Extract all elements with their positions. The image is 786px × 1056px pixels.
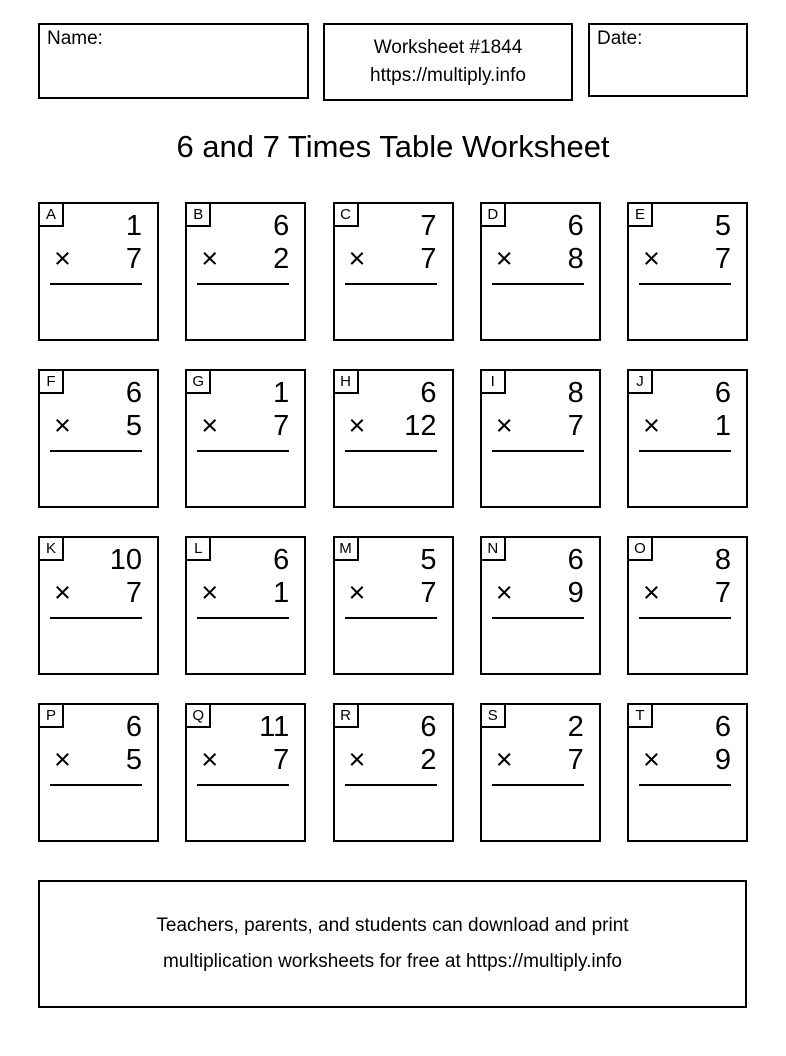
problem-cell <box>38 202 159 341</box>
multiplicand: 1 <box>125 210 142 242</box>
date-field-box <box>588 23 748 97</box>
name-field-box <box>38 23 309 99</box>
multiplier: 5 <box>125 410 142 442</box>
multiplicand: 6 <box>125 377 142 409</box>
multiplier-row <box>629 577 746 610</box>
multiplication-icon: × <box>54 577 71 609</box>
multiplicand: 6 <box>714 377 731 409</box>
problem-cell <box>627 369 748 508</box>
multiplicand: 6 <box>567 210 584 242</box>
problem-letter-badge: J <box>629 371 653 394</box>
problem-letter-badge: G <box>187 371 211 394</box>
problem-letter-badge: P <box>40 705 64 728</box>
answer-space <box>187 786 304 834</box>
multiplier-row <box>187 410 304 443</box>
problem-cell <box>333 369 454 508</box>
multiplicand: 5 <box>714 210 731 242</box>
multiplication-icon: × <box>54 243 71 275</box>
problem-letter-badge: O <box>629 538 653 561</box>
problem-cell <box>480 536 601 675</box>
page-title: 6 and 7 Times Table Worksheet <box>176 129 610 164</box>
footer-line-2: multiplication worksheets for free at https://multiply.info <box>162 951 622 972</box>
multiplier: 1 <box>714 410 731 442</box>
problem-cell <box>480 202 601 341</box>
multiplication-icon: × <box>201 577 219 609</box>
multiplier-row <box>40 744 157 777</box>
multiplier-row <box>40 410 157 443</box>
multiplication-icon: × <box>495 243 513 275</box>
multiplier: 7 <box>567 410 584 442</box>
answer-space <box>187 619 304 667</box>
multiplier: 5 <box>125 744 142 776</box>
problem-cell <box>333 536 454 675</box>
multiplicand: 6 <box>273 210 290 242</box>
multiplicand: 7 <box>420 210 437 242</box>
multiplier-row <box>335 243 452 276</box>
multiplier: 2 <box>273 243 290 275</box>
problem-letter-badge: N <box>482 538 506 561</box>
multiplication-icon: × <box>495 744 513 776</box>
multiplication-icon: × <box>643 243 660 275</box>
multiplier-row <box>187 243 304 276</box>
multiplicand: 8 <box>567 377 584 409</box>
multiplier: 7 <box>420 577 437 609</box>
answer-space <box>629 786 746 834</box>
answer-space <box>482 619 599 667</box>
multiplication-icon: × <box>201 410 219 442</box>
multiplicand: 8 <box>714 544 731 576</box>
date-label: Date: <box>597 28 643 49</box>
multiplier: 1 <box>273 577 290 609</box>
worksheet-info-box <box>323 23 573 101</box>
problem-letter-badge: M <box>335 538 359 561</box>
problem-cell <box>627 703 748 842</box>
multiplier: 9 <box>567 577 584 609</box>
problem-cell <box>333 202 454 341</box>
answer-space <box>335 285 452 333</box>
problem-letter-badge: E <box>629 204 653 227</box>
answer-space <box>335 452 452 500</box>
multiplier-row <box>482 577 599 610</box>
multiplication-icon: × <box>54 744 71 776</box>
multiplicand: 6 <box>714 711 731 743</box>
problem-letter-badge: T <box>629 705 653 728</box>
answer-space <box>335 786 452 834</box>
multiplier-row <box>629 243 746 276</box>
multiplicand: 10 <box>109 544 142 576</box>
multiplier: 7 <box>125 243 142 275</box>
multiplier: 7 <box>567 744 584 776</box>
problem-letter-badge: F <box>40 371 64 394</box>
multiplicand: 6 <box>273 544 290 576</box>
multiplication-icon: × <box>643 744 660 776</box>
multiplicand: 11 <box>259 711 290 743</box>
answer-space <box>629 285 746 333</box>
multiplier: 9 <box>714 744 731 776</box>
multiplicand: 6 <box>125 711 142 743</box>
multiplicand: 2 <box>567 711 584 743</box>
problem-letter-badge: L <box>187 538 211 561</box>
problems-grid <box>38 202 748 842</box>
footer-box <box>38 880 747 1008</box>
multiplier: 7 <box>420 243 437 275</box>
problem-cell <box>38 703 159 842</box>
multiplication-icon: × <box>54 410 71 442</box>
multiplication-icon: × <box>495 577 513 609</box>
multiplier-row <box>482 243 599 276</box>
worksheet-number: Worksheet #1844 <box>373 37 523 58</box>
footer-line-1: Teachers, parents, and students can download and print <box>156 915 629 936</box>
multiplier: 8 <box>567 243 584 275</box>
multiplication-icon: × <box>348 744 366 776</box>
problem-letter-badge: D <box>482 204 506 227</box>
problem-letter-badge: K <box>40 538 64 561</box>
multiplier-row <box>187 744 304 777</box>
answer-space <box>187 285 304 333</box>
multiplication-icon: × <box>201 744 219 776</box>
multiplier: 12 <box>404 410 437 442</box>
problem-cell <box>185 536 306 675</box>
problem-letter-badge: B <box>187 204 211 227</box>
problem-cell <box>185 202 306 341</box>
multiplier-row <box>482 410 599 443</box>
problem-letter-badge: A <box>40 204 64 227</box>
problem-letter-badge: I <box>482 371 506 394</box>
problem-cell <box>38 536 159 675</box>
multiplicand: 1 <box>273 377 290 409</box>
problem-letter-badge: R <box>335 705 359 728</box>
multiplier-row <box>187 577 304 610</box>
problem-letter-badge: Q <box>187 705 211 728</box>
problem-cell <box>333 703 454 842</box>
multiplier-row <box>40 243 157 276</box>
name-label: Name: <box>47 28 103 49</box>
problem-cell <box>627 202 748 341</box>
answer-space <box>482 452 599 500</box>
multiplication-icon: × <box>643 577 660 609</box>
answer-space <box>40 786 157 834</box>
answer-space <box>40 452 157 500</box>
problem-cell <box>38 369 159 508</box>
multiplication-icon: × <box>348 243 366 275</box>
multiplier-row <box>629 410 746 443</box>
multiplicand: 5 <box>420 544 437 576</box>
problem-cell <box>185 369 306 508</box>
problem-letter-badge: S <box>482 705 506 728</box>
worksheet-url: https://multiply.info <box>370 65 526 86</box>
answer-space <box>482 786 599 834</box>
answer-space <box>629 452 746 500</box>
multiplier: 7 <box>714 577 731 609</box>
answer-space <box>629 619 746 667</box>
multiplier-row <box>629 744 746 777</box>
problem-letter-badge: C <box>335 204 359 227</box>
multiplication-icon: × <box>495 410 513 442</box>
multiplier: 2 <box>420 744 437 776</box>
multiplier: 7 <box>273 410 290 442</box>
problem-cell <box>480 703 601 842</box>
problem-letter-badge: H <box>335 371 359 394</box>
multiplier: 7 <box>125 577 142 609</box>
answer-space <box>335 619 452 667</box>
multiplicand: 6 <box>420 377 437 409</box>
multiplier-row <box>335 410 452 443</box>
answer-space <box>40 619 157 667</box>
multiplier-row <box>335 744 452 777</box>
multiplier-row <box>482 744 599 777</box>
multiplicand: 6 <box>420 711 437 743</box>
answer-space <box>40 285 157 333</box>
problem-cell <box>627 536 748 675</box>
multiplier-row <box>335 577 452 610</box>
multiplicand: 6 <box>567 544 584 576</box>
multiplication-icon: × <box>348 410 366 442</box>
multiplier: 7 <box>273 744 290 776</box>
multiplier: 7 <box>714 243 731 275</box>
multiplier-row <box>40 577 157 610</box>
multiplication-icon: × <box>201 243 219 275</box>
multiplication-icon: × <box>348 577 366 609</box>
answer-space <box>187 452 304 500</box>
answer-space <box>482 285 599 333</box>
problem-cell <box>480 369 601 508</box>
problem-cell <box>185 703 306 842</box>
multiplication-icon: × <box>643 410 660 442</box>
